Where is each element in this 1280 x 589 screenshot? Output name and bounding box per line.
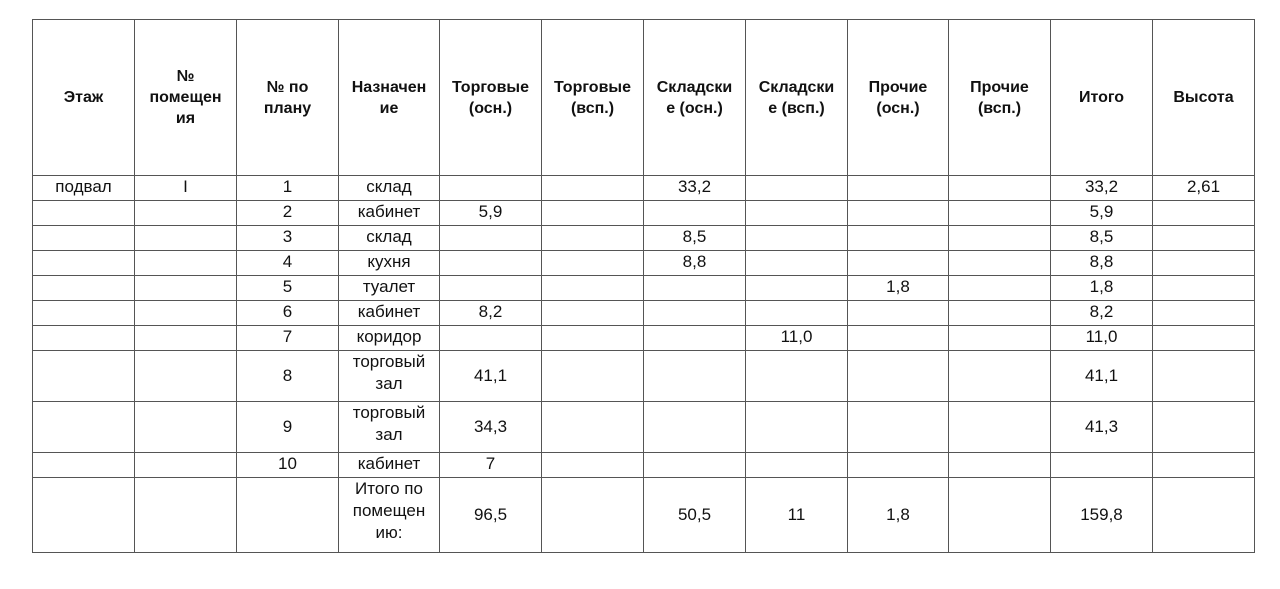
cell-height [1153,351,1255,402]
table-row [33,251,1255,276]
cell-other-main [848,402,949,453]
header-total [1051,20,1153,176]
cell-purpose: туалет [339,276,440,301]
cell-trade-aux [542,453,644,478]
cell-height: 2,61 [1153,176,1255,201]
cell-plan-number [237,478,339,553]
header-other-aux [949,20,1051,176]
cell-other-main [848,251,949,276]
table-row [33,326,1255,351]
cell-trade-main: 8,2 [440,301,542,326]
cell-other-aux [949,201,1051,226]
cell-total: 8,5 [1051,226,1153,251]
cell-height [1153,453,1255,478]
cell-room-number [135,478,237,553]
cell-total: 41,3 [1051,402,1153,453]
table-row [33,453,1255,478]
summary-label-line-2: помещен [352,501,426,520]
header-room-number-line-1: № [176,68,195,85]
table-row [33,402,1255,453]
cell-plan-number: 4 [237,251,339,276]
cell-total: 41,1 [1051,351,1153,402]
cell-storage-main [644,351,746,402]
cell-other-main [848,301,949,326]
header-room-number-line-2: помещен [149,89,222,106]
cell-floor [33,301,135,326]
header-purpose-line-2: ие [379,99,399,117]
cell-room-number [135,453,237,478]
cell-floor: подвал [33,176,135,201]
header-trade-aux-line-2: (всп.) [570,99,615,117]
header-storage-aux [746,20,848,176]
cell-other-aux [949,326,1051,351]
cell-plan-number: 7 [237,326,339,351]
header-height-line-1: Высота [1173,89,1234,106]
header-other-aux-line-1: Прочие [970,78,1029,96]
cell-purpose-line-1: торговый [352,352,426,371]
cell-trade-aux [542,226,644,251]
header-storage-aux-line-1: Складски [758,78,835,96]
cell-height [1153,276,1255,301]
header-row [33,20,1255,176]
cell-other-aux [949,276,1051,301]
cell-total: 33,2 [1051,176,1153,201]
header-height [1153,20,1255,176]
cell-total: 5,9 [1051,201,1153,226]
cell-floor [33,201,135,226]
cell-purpose: склад [339,226,440,251]
cell-purpose [339,402,440,453]
cell-plan-number: 2 [237,201,339,226]
header-trade-main-line-2: (осн.) [468,99,513,117]
cell-height [1153,326,1255,351]
header-purpose [339,20,440,176]
cell-other-aux [949,176,1051,201]
cell-purpose: кабинет [339,453,440,478]
cell-purpose: склад [339,176,440,201]
table-row [33,351,1255,402]
cell-total: 8,2 [1051,301,1153,326]
cell-plan-number: 1 [237,176,339,201]
cell-trade-aux [542,176,644,201]
cell-trade-main [440,276,542,301]
cell-storage-aux [746,226,848,251]
cell-other-main [848,201,949,226]
cell-storage-main [644,326,746,351]
cell-other-main [848,326,949,351]
cell-other-aux [949,251,1051,276]
cell-trade-aux [542,201,644,226]
header-storage-main [644,20,746,176]
header-other-aux-line-2: (всп.) [977,99,1022,117]
cell-trade-aux [542,351,644,402]
summary-height [1153,478,1255,553]
header-purpose-line-1: Назначен [351,78,427,96]
cell-storage-aux [746,351,848,402]
summary-storage-aux: 11 [746,478,848,553]
cell-other-main: 1,8 [848,276,949,301]
cell-storage-main [644,453,746,478]
area-table-sheet [32,19,1255,553]
cell-trade-aux [542,276,644,301]
cell-storage-aux [746,402,848,453]
cell-room-number [135,251,237,276]
cell-other-main [848,226,949,251]
cell-height [1153,226,1255,251]
cell-floor [33,226,135,251]
cell-other-aux [949,301,1051,326]
header-plan-number-line-2: плану [263,99,312,117]
cell-storage-aux [746,201,848,226]
header-other-main-line-1: Прочие [868,78,928,96]
cell-trade-main: 41,1 [440,351,542,402]
cell-total: 8,8 [1051,251,1153,276]
cell-purpose: кабинет [339,201,440,226]
cell-floor [33,326,135,351]
header-floor-line-1: Этаж [63,89,104,106]
cell-trade-aux [542,251,644,276]
header-floor [33,20,135,176]
cell-trade-main [440,226,542,251]
cell-total: 1,8 [1051,276,1153,301]
header-trade-aux [542,20,644,176]
summary-other-aux [949,478,1051,553]
cell-storage-main: 33,2 [644,176,746,201]
summary-label-line-3: ию: [375,523,403,542]
area-table [32,19,1255,553]
table-row [33,301,1255,326]
cell-other-main [848,176,949,201]
cell-plan-number: 9 [237,402,339,453]
cell-room-number [135,326,237,351]
summary-row [33,478,1255,553]
cell-trade-main: 7 [440,453,542,478]
cell-room-number [135,226,237,251]
cell-storage-main [644,276,746,301]
cell-room-number [135,276,237,301]
cell-height [1153,301,1255,326]
header-plan-number-line-1: № по [266,78,309,96]
header-total-line-1: Итого [1078,89,1125,106]
header-room-number [135,20,237,176]
cell-plan-number: 6 [237,301,339,326]
cell-purpose-line-2: зал [375,425,403,444]
cell-storage-aux [746,276,848,301]
table-row [33,201,1255,226]
cell-storage-aux [746,301,848,326]
cell-other-main [848,351,949,402]
cell-height [1153,251,1255,276]
cell-floor [33,402,135,453]
cell-other-aux [949,402,1051,453]
summary-storage-main: 50,5 [644,478,746,553]
cell-floor [33,276,135,301]
cell-purpose [339,351,440,402]
cell-storage-aux [746,176,848,201]
cell-storage-aux [746,453,848,478]
cell-plan-number: 3 [237,226,339,251]
cell-room-number [135,301,237,326]
cell-storage-main [644,301,746,326]
header-storage-aux-line-2: е (всп.) [768,99,825,117]
cell-trade-main [440,251,542,276]
table-row [33,276,1255,301]
cell-floor [33,453,135,478]
header-trade-aux-line-1: Торговые [554,78,631,96]
header-plan-number [237,20,339,176]
cell-plan-number: 5 [237,276,339,301]
cell-storage-main: 8,8 [644,251,746,276]
summary-total: 159,8 [1051,478,1153,553]
cell-other-aux [949,351,1051,402]
cell-other-main [848,453,949,478]
cell-floor [33,351,135,402]
summary-trade-aux [542,478,644,553]
cell-height [1153,402,1255,453]
header-other-main [848,20,949,176]
cell-total [1051,453,1153,478]
cell-storage-main [644,201,746,226]
cell-plan-number: 10 [237,453,339,478]
cell-storage-main: 8,5 [644,226,746,251]
cell-room-number [135,351,237,402]
header-storage-main-line-2: е (осн.) [666,99,723,117]
table-row [33,176,1255,201]
cell-trade-aux [542,301,644,326]
cell-room-number: I [135,176,237,201]
cell-trade-main [440,176,542,201]
cell-total: 11,0 [1051,326,1153,351]
cell-purpose-line-1: торговый [352,403,426,422]
cell-height [1153,201,1255,226]
header-storage-main-line-1: Складски [656,78,733,96]
cell-storage-main [644,402,746,453]
cell-room-number [135,402,237,453]
summary-other-main: 1,8 [848,478,949,553]
header-room-number-line-3: ия [175,110,196,127]
cell-trade-main: 34,3 [440,402,542,453]
cell-purpose: коридор [339,326,440,351]
cell-trade-aux [542,326,644,351]
summary-label-line-1: Итого по [355,479,423,498]
cell-other-aux [949,453,1051,478]
header-trade-main [440,20,542,176]
header-other-main-line-2: (осн.) [876,99,920,117]
cell-storage-aux [746,251,848,276]
summary-label [339,478,440,553]
cell-room-number [135,201,237,226]
cell-trade-aux [542,402,644,453]
cell-purpose: кабинет [339,301,440,326]
cell-trade-main: 5,9 [440,201,542,226]
cell-floor [33,478,135,553]
cell-purpose-line-2: зал [375,374,403,393]
cell-purpose: кухня [339,251,440,276]
cell-floor [33,251,135,276]
table-row [33,226,1255,251]
summary-trade-main: 96,5 [440,478,542,553]
cell-plan-number: 8 [237,351,339,402]
cell-storage-aux: 11,0 [746,326,848,351]
cell-other-aux [949,226,1051,251]
header-trade-main-line-1: Торговые [452,78,529,96]
cell-trade-main [440,326,542,351]
